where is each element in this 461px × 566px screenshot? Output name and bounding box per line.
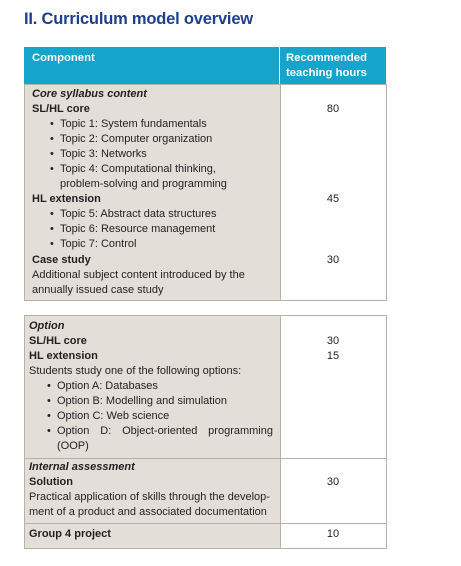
option-d-word: programming [208,425,273,437]
ia-solution-hours: 30 [326,476,340,488]
option-hl-label: HL extension [29,350,98,362]
case-study-desc: Additional subject content introduced by the [32,269,245,281]
bullet: • [50,118,54,130]
bullet: • [50,208,54,220]
bullet: • [50,133,54,145]
ia-solution-label: Solution [29,476,73,488]
page-title: II. Curriculum model overview [24,10,253,28]
option-item: Option B: Modelling and simulation [57,395,227,407]
topic-item-continued: problem-solving and programming [60,178,227,190]
option-hl-hours: 15 [326,350,340,362]
topic-item: Topic 4: Computational thinking, [60,163,216,175]
option-d-word: Option [57,425,90,437]
option-sl-hl-label: SL/HL core [29,335,87,347]
option-item: Option A: Databases [57,380,158,392]
topic-item: Topic 2: Computer organization [60,133,213,145]
case-study-desc: annually issued case study [32,284,164,296]
bullet: • [50,148,54,160]
group4-label: Group 4 project [29,528,111,540]
topic-item: Topic 6: Resource management [60,223,216,235]
ia-desc: ment of a product and associated documentation [29,506,267,518]
topic-item: Topic 7: Control [60,238,137,250]
topic-item: Topic 5: Abstract data structures [60,208,217,220]
core-hl-label: HL extension [32,193,101,205]
core-block [24,84,387,301]
option-item: Option C: Web science [57,410,170,422]
option-block [24,315,387,549]
bullet: • [50,223,54,235]
case-study-label: Case study [32,254,91,266]
option-sl-hl-hours: 30 [326,335,340,347]
core-heading: Core syllabus content [32,88,147,100]
bullet: • [50,163,54,175]
header-hours [286,51,367,81]
group4-hours: 10 [326,528,340,540]
core-sl-hl-hours: 80 [326,103,340,115]
header-hours-line2: teaching hours [286,67,367,79]
header-component: Component [32,52,95,64]
bullet: • [47,380,51,392]
table-header [24,47,386,84]
header-hours-line1: Recommended [286,52,367,64]
bullet: • [50,238,54,250]
core-hl-hours: 45 [326,193,340,205]
option-item-d-continued: (OOP) [57,440,89,452]
row-divider [25,458,386,459]
option-d-word: Object-oriented [122,425,198,437]
ia-desc: Practical application of skills through the develop- [29,491,270,503]
bullet: • [47,425,51,437]
option-heading: Option [29,320,65,332]
ia-heading: Internal assessment [29,461,135,473]
core-sl-hl-label: SL/HL core [32,103,90,115]
header-divider [279,47,280,84]
topic-item: Topic 3: Networks [60,148,147,160]
row-divider [25,523,386,524]
bullet: • [47,410,51,422]
option-intro: Students study one of the following options: [29,365,242,377]
case-study-hours: 30 [326,254,340,266]
bullet: • [47,395,51,407]
option-d-word: D: [100,425,112,437]
topic-item: Topic 1: System fundamentals [60,118,207,130]
option-item-d [57,424,273,438]
